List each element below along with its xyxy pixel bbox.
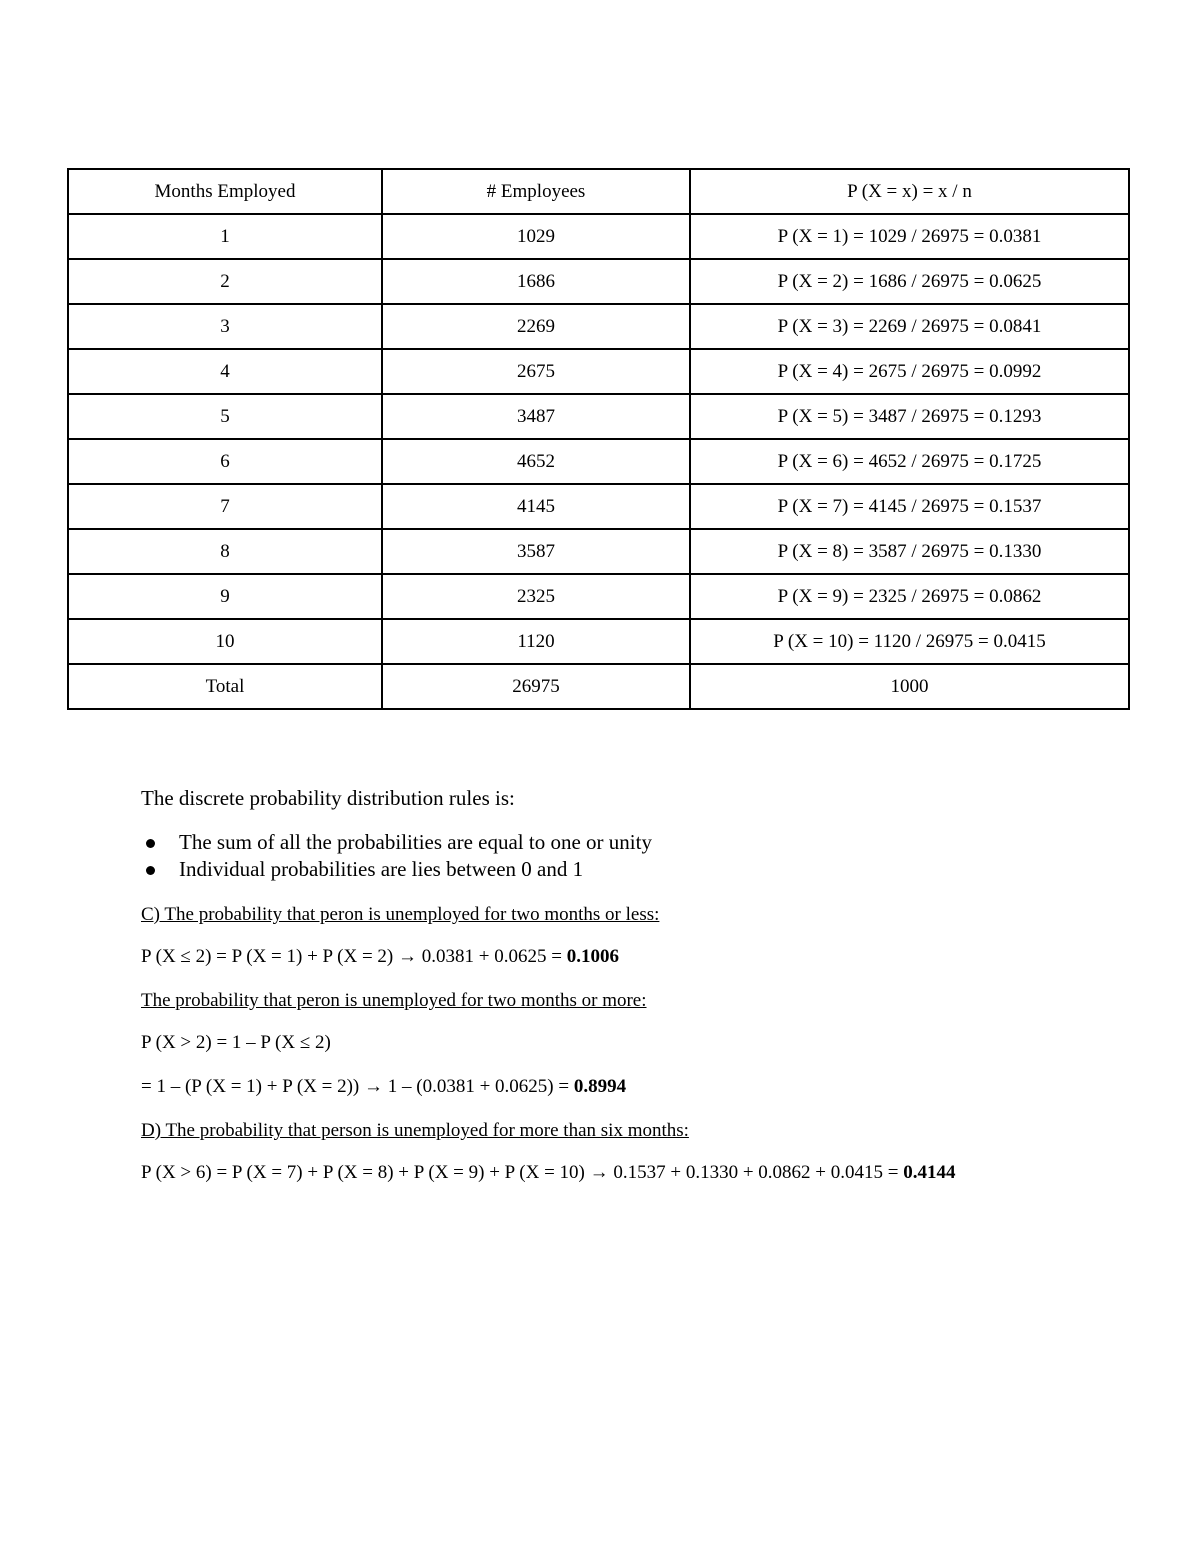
cell-employees: 4652 bbox=[382, 439, 690, 484]
total-label: Total bbox=[68, 664, 382, 709]
cell-probability: P (X = 3) = 2269 / 26975 = 0.0841 bbox=[690, 304, 1129, 349]
table-row bbox=[68, 619, 1129, 664]
cell-probability: P (X = 9) = 2325 / 26975 = 0.0862 bbox=[690, 574, 1129, 619]
list-item bbox=[179, 856, 1141, 883]
probability-table bbox=[67, 168, 1130, 710]
cell-month: 7 bbox=[68, 484, 382, 529]
table-row bbox=[68, 484, 1129, 529]
cell-month: 3 bbox=[68, 304, 382, 349]
cell-month: 4 bbox=[68, 349, 382, 394]
cell-probability: P (X = 5) = 3487 / 26975 = 0.1293 bbox=[690, 394, 1129, 439]
cell-employees: 1029 bbox=[382, 214, 690, 259]
table-row bbox=[68, 529, 1129, 574]
table-row bbox=[68, 259, 1129, 304]
rules-list bbox=[141, 829, 1141, 883]
cell-employees: 2269 bbox=[382, 304, 690, 349]
explanation-section bbox=[141, 786, 1141, 1205]
cell-month: 8 bbox=[68, 529, 382, 574]
cell-employees: 2675 bbox=[382, 349, 690, 394]
table-row bbox=[68, 394, 1129, 439]
section-c2-equation-2 bbox=[141, 1075, 1141, 1099]
cell-employees: 3587 bbox=[382, 529, 690, 574]
equation-text: P (X ≤ 2) = P (X = 1) + P (X = 2) → 0.0381 + 0.0625 = bbox=[141, 946, 567, 967]
equation-text: P (X > 6) = P (X = 7) + P (X = 8) + P (X = 9) + P (X = 10) → 0.1537 + 0.1330 + 0.0862 + 0.0415 = bbox=[141, 1162, 904, 1183]
cell-employees: 3487 bbox=[382, 394, 690, 439]
equation-text: = 1 – (P (X = 1) + P (X = 2)) → 1 – (0.0381 + 0.0625) = bbox=[141, 1076, 574, 1097]
table-row bbox=[68, 304, 1129, 349]
table-row bbox=[68, 349, 1129, 394]
bullet-icon bbox=[146, 866, 155, 875]
table-row bbox=[68, 574, 1129, 619]
table-row bbox=[68, 439, 1129, 484]
table-header-row bbox=[68, 169, 1129, 214]
cell-month: 6 bbox=[68, 439, 382, 484]
total-employees: 26975 bbox=[382, 664, 690, 709]
section-c-equation bbox=[141, 945, 1141, 969]
table-total-row bbox=[68, 664, 1129, 709]
section-c2-heading: The probability that peron is unemployed for two months or more: bbox=[141, 990, 647, 1011]
cell-employees: 1120 bbox=[382, 619, 690, 664]
cell-month: 1 bbox=[68, 214, 382, 259]
header-months-employed: Months Employed bbox=[68, 169, 382, 214]
table-row bbox=[68, 214, 1129, 259]
header-employees: # Employees bbox=[382, 169, 690, 214]
bullet-icon bbox=[146, 839, 155, 848]
cell-probability: P (X = 8) = 3587 / 26975 = 0.1330 bbox=[690, 529, 1129, 574]
cell-probability: P (X = 1) = 1029 / 26975 = 0.0381 bbox=[690, 214, 1129, 259]
cell-probability: P (X = 7) = 4145 / 26975 = 0.1537 bbox=[690, 484, 1129, 529]
total-probability: 1000 bbox=[690, 664, 1129, 709]
cell-probability: P (X = 2) = 1686 / 26975 = 0.0625 bbox=[690, 259, 1129, 304]
cell-probability: P (X = 4) = 2675 / 26975 = 0.0992 bbox=[690, 349, 1129, 394]
cell-month: 2 bbox=[68, 259, 382, 304]
rule-text: The sum of all the probabilities are equal to one or unity bbox=[179, 830, 652, 854]
rules-intro: The discrete probability distribution rules is: bbox=[141, 786, 515, 810]
cell-probability: P (X = 10) = 1120 / 26975 = 0.0415 bbox=[690, 619, 1129, 664]
section-c-heading: C) The probability that peron is unemployed for two months or less: bbox=[141, 904, 660, 925]
cell-employees: 2325 bbox=[382, 574, 690, 619]
cell-employees: 1686 bbox=[382, 259, 690, 304]
rule-text: Individual probabilities are lies between 0 and 1 bbox=[179, 857, 584, 881]
header-probability: P (X = x) = x / n bbox=[690, 169, 1129, 214]
section-d-heading: D) The probability that person is unemployed for more than six months: bbox=[141, 1120, 689, 1141]
cell-month: 9 bbox=[68, 574, 382, 619]
cell-month: 10 bbox=[68, 619, 382, 664]
cell-employees: 4145 bbox=[382, 484, 690, 529]
cell-probability: P (X = 6) = 4652 / 26975 = 0.1725 bbox=[690, 439, 1129, 484]
section-c2-equation-1: P (X > 2) = 1 – P (X ≤ 2) bbox=[141, 1032, 331, 1053]
equation-result: 0.4144 bbox=[903, 1162, 956, 1183]
cell-month: 5 bbox=[68, 394, 382, 439]
list-item bbox=[179, 829, 1141, 856]
section-d-equation bbox=[141, 1161, 1141, 1185]
equation-result: 0.8994 bbox=[573, 1076, 627, 1097]
equation-result: 0.1006 bbox=[566, 946, 619, 967]
